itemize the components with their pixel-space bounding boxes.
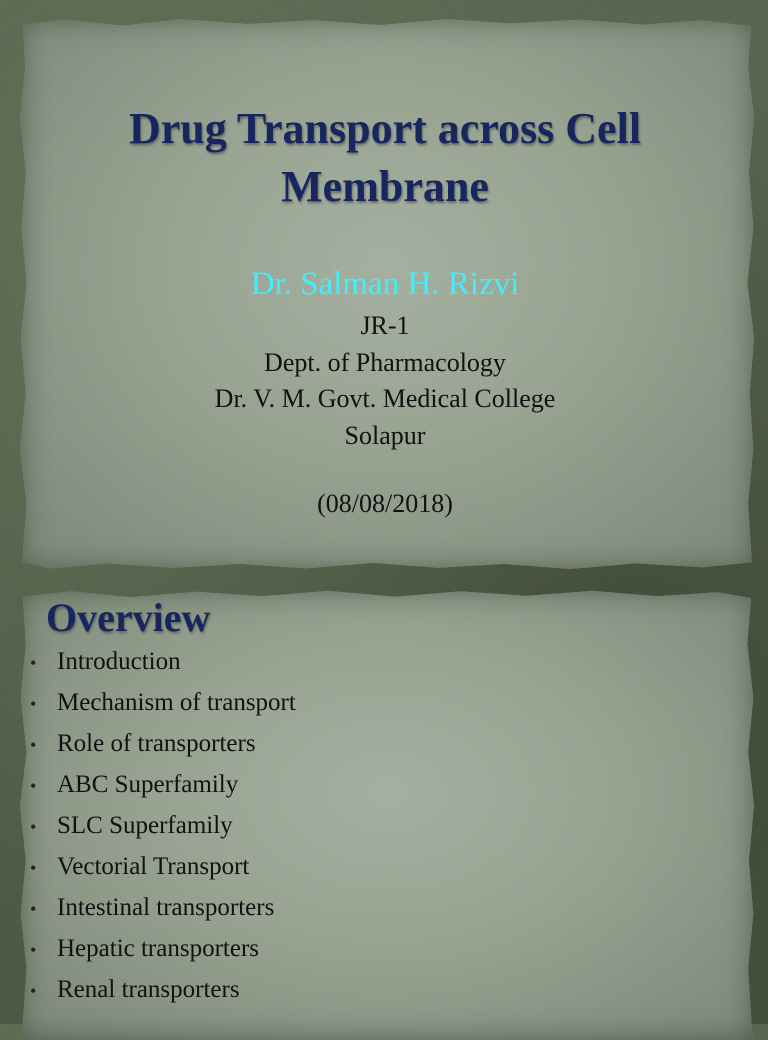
bullet-icon: •: [30, 694, 37, 714]
affiliation-line: JR-1: [360, 311, 410, 340]
list-item: [30, 807, 296, 848]
list-item-text: Hepatic transporters: [57, 935, 260, 962]
bullet-icon: •: [30, 776, 37, 796]
list-item: [30, 766, 296, 807]
list-item-text: Intestinal transporters: [57, 894, 275, 921]
bullet-icon: •: [30, 653, 37, 673]
list-item-text: Vectorial Transport: [57, 853, 250, 880]
presentation-date: (08/08/2018): [317, 489, 453, 518]
list-item-text: Renal transporters: [57, 976, 240, 1003]
affiliation-line: Dr. V. M. Govt. Medical College: [214, 384, 556, 413]
list-item: [30, 848, 296, 889]
list-item-text: ABC Superfamily: [57, 771, 239, 798]
list-item-text: SLC Superfamily: [57, 812, 233, 839]
bullet-icon: •: [30, 735, 37, 755]
list-item: [30, 971, 296, 1012]
list-item: [30, 725, 296, 766]
slide-title: Drug Transport across Cell Membrane: [128, 104, 642, 211]
bullet-icon: •: [30, 940, 37, 960]
overview-list: [30, 643, 296, 1012]
affiliation-block: [40, 308, 730, 454]
bullet-icon: •: [30, 858, 37, 878]
author-name: Dr. Salman H. Rizvi: [250, 266, 520, 302]
list-item-text: Mechanism of transport: [57, 689, 296, 716]
list-item: [30, 684, 296, 725]
bullet-icon: •: [30, 817, 37, 837]
list-item: [30, 643, 296, 684]
list-item: [30, 930, 296, 971]
list-item-text: Role of transporters: [57, 730, 256, 757]
overview-heading: Overview: [46, 595, 211, 640]
affiliation-line: Solapur: [344, 420, 426, 450]
bullet-icon: •: [30, 981, 37, 1001]
bullet-icon: •: [30, 899, 37, 919]
affiliation-line: Dept. of Pharmacology: [264, 347, 506, 377]
list-item-text: Introduction: [57, 648, 181, 675]
list-item: [30, 889, 296, 930]
